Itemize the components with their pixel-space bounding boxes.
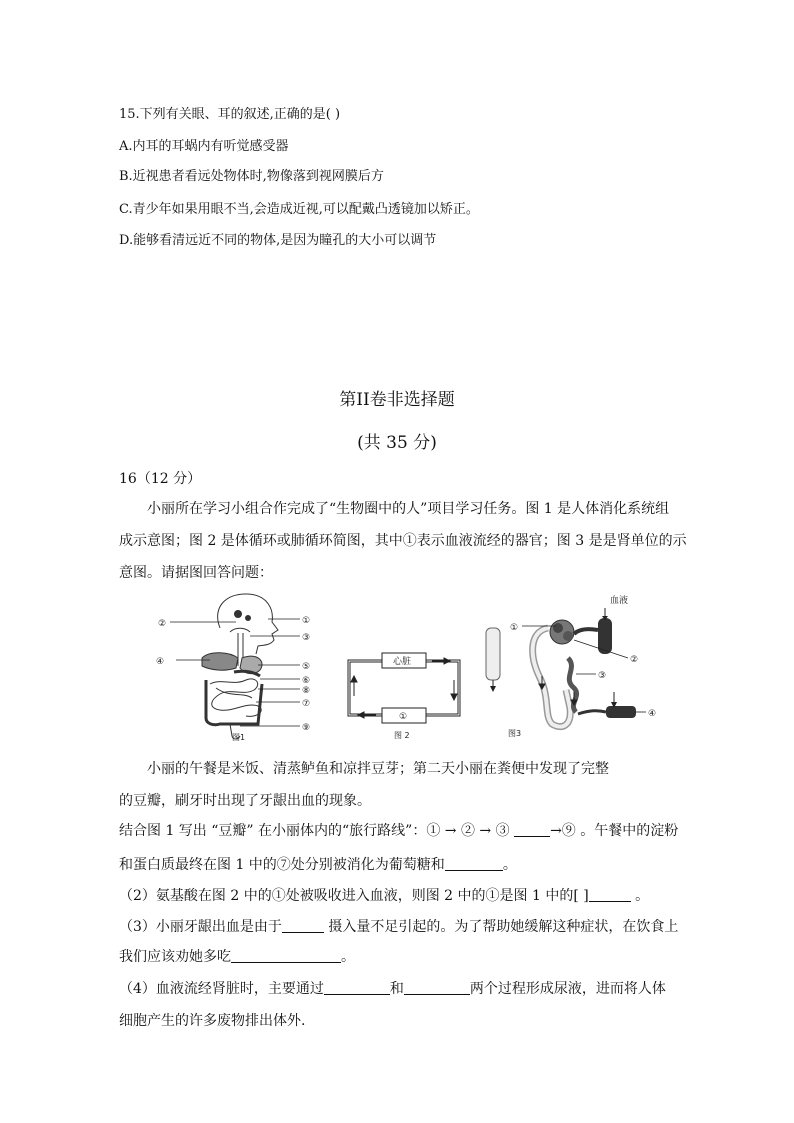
q16-sub2-text-a: （2）氨基酸在图 2 中的①处被吸收进入血液，则图 2 中的①是图 1 中的[ ] bbox=[119, 888, 589, 904]
q16-sub1-blank-protein[interactable] bbox=[445, 856, 503, 871]
q16-sub3-text-c: 我们应该劝她多吃 bbox=[119, 949, 231, 965]
q16-sub3-text-a: （3）小丽牙龈出血是由于 bbox=[119, 919, 282, 935]
section-title: 第II卷非选择题 bbox=[339, 390, 455, 410]
q16-sub1-text-d: 。 bbox=[502, 857, 517, 873]
fig1-label-2: ② bbox=[158, 619, 167, 629]
q16-sub3-text-d: 。 bbox=[341, 949, 355, 965]
q16-sub4-line1 bbox=[119, 978, 666, 998]
q15-stem: 15.下列有关眼、耳的叙述,正确的是( ) bbox=[119, 107, 341, 122]
fig3-blood-label: 血液 bbox=[610, 596, 629, 606]
fig1-label-3: ③ bbox=[302, 633, 311, 643]
q16-intro-line1: 小丽所在学习小组合作完成了“生物圈中的人”项目学习任务。图 1 是人体消化系统组 bbox=[147, 501, 670, 517]
figure-1-digestive-system bbox=[150, 588, 330, 743]
q16-sub1-text-b: →⑨ 。午餐中的淀粉 bbox=[550, 823, 679, 839]
q16-sub4-text-c: 两个过程形成尿液，进而将人体 bbox=[469, 981, 666, 997]
q15-option-d: D.能够看清远近不同的物体,是因为瞳孔的大小可以调节 bbox=[119, 233, 437, 248]
fig1-label-6: ⑥ bbox=[302, 676, 311, 686]
q16-story-line2: 的豆瓣，刷牙时出现了牙龈出血的现象。 bbox=[119, 793, 371, 809]
q16-sub4-text-a: （4）血液流经肾脏时，主要通过 bbox=[119, 981, 324, 997]
fig1-label-5: ⑤ bbox=[302, 662, 311, 672]
fig3-label-1: ① bbox=[510, 623, 519, 633]
q16-sub1-line2 bbox=[119, 854, 517, 874]
q16-sub1-blank-route[interactable] bbox=[514, 822, 550, 837]
fig2-organ-label: ① bbox=[399, 712, 408, 722]
q16-header: 16（12 分） bbox=[119, 471, 202, 487]
figure-2-circulation bbox=[342, 650, 467, 745]
fig1-label-9: ⑨ bbox=[302, 723, 311, 733]
q15-option-a: A.内耳的耳蜗内有听觉感受器 bbox=[119, 139, 289, 154]
q16-sub2-blank-organ[interactable] bbox=[589, 887, 631, 902]
q16-sub2-text-b: 。 bbox=[630, 888, 650, 904]
q16-sub4-line2: 细胞产生的许多废物排出体外. bbox=[119, 1013, 306, 1029]
q16-sub3-text-b: 摄入量不足引起的。为了帮助她缓解这种症状，在饮食上 bbox=[323, 919, 679, 935]
q16-sub3-blank-vitamin[interactable] bbox=[282, 918, 324, 933]
fig3-label-2: ② bbox=[630, 655, 639, 665]
q16-sub3-line1 bbox=[119, 916, 678, 936]
q16-sub4-blank-process1[interactable] bbox=[324, 980, 390, 995]
q16-sub3-line2 bbox=[119, 946, 355, 966]
fig3-label-4: ④ bbox=[648, 709, 657, 719]
q16-intro-line2: 成示意图；图 2 是体循环或肺循环简图，其中①表示血液流经的器官；图 3 是是肾单位的示 bbox=[119, 533, 687, 549]
q16-sub4-text-b: 和 bbox=[389, 981, 404, 997]
q16-sub2 bbox=[119, 885, 649, 905]
section-subtitle: (共 35 分) bbox=[357, 433, 437, 453]
fig2-caption: 图 2 bbox=[394, 731, 410, 740]
fig3-label-3: ③ bbox=[598, 671, 607, 681]
q15-option-b: B.近视患者看远处物体时,物像落到视网膜后方 bbox=[119, 169, 384, 184]
fig1-label-1: ① bbox=[302, 616, 311, 626]
q16-sub3-blank-food[interactable] bbox=[231, 948, 341, 963]
q16-sub1-text-c: 和蛋白质最终在图 1 中的⑦处分别被消化为葡萄糖和 bbox=[119, 857, 445, 873]
fig3-caption: 图3 bbox=[508, 729, 522, 738]
q16-intro-line3: 意图。请据图回答问题： bbox=[119, 565, 273, 581]
figure-3-nephron bbox=[478, 588, 678, 743]
q16-sub1-line1 bbox=[119, 820, 678, 840]
fig1-label-7: ⑦ bbox=[302, 699, 311, 709]
fig1-caption: 图1 bbox=[232, 733, 246, 742]
fig1-label-8: ⑧ bbox=[302, 686, 311, 696]
q16-sub4-blank-process2[interactable] bbox=[404, 980, 470, 995]
fig1-label-4: ④ bbox=[156, 657, 165, 667]
q15-option-c: C.青少年如果用眼不当,会造成近视,可以配戴凸透镜加以矫正。 bbox=[119, 202, 479, 217]
q16-story-line1: 小丽的午餐是米饭、清蒸鲈鱼和凉拌豆芽；第二天小丽在粪便中发现了完整 bbox=[147, 761, 609, 777]
q16-sub1-text-a: 结合图 1 写出 “豆瓣” 在小丽体内的“旅行路线”：① → ② → ③ bbox=[119, 823, 515, 839]
fig2-heart-label: 心脏 bbox=[393, 657, 412, 667]
